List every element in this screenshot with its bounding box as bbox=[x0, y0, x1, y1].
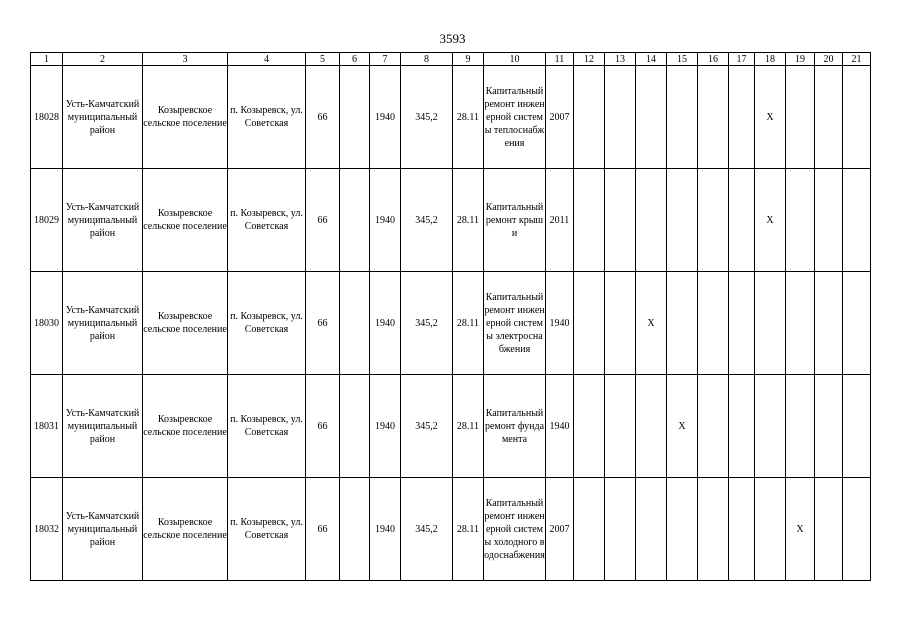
table-cell-col-9: 28.11 bbox=[453, 66, 484, 169]
table-cell-col-18 bbox=[755, 478, 786, 581]
column-number: 6 bbox=[340, 53, 370, 66]
table-cell-col-10: Капитальный ремонт крыши bbox=[484, 169, 546, 272]
table-cell-col-11: 1940 bbox=[546, 272, 574, 375]
table-cell-col-13 bbox=[605, 375, 636, 478]
table-cell-col-21 bbox=[843, 375, 871, 478]
table-cell-col-14: X bbox=[636, 272, 667, 375]
table-row bbox=[31, 66, 871, 169]
table-cell-col-21 bbox=[843, 478, 871, 581]
table-cell-col-20 bbox=[815, 272, 843, 375]
table-cell-col-7: 1940 bbox=[370, 66, 401, 169]
table-cell-col-10: Капитальный ремонт инженерной системы холодного водоснабжения bbox=[484, 478, 546, 581]
table-cell-col-14 bbox=[636, 478, 667, 581]
table-cell-col-21 bbox=[843, 272, 871, 375]
table-cell-col-13 bbox=[605, 66, 636, 169]
table-cell-col-20 bbox=[815, 478, 843, 581]
table-cell-col-4: п. Козыревск, ул. Советская bbox=[228, 478, 306, 581]
column-number: 13 bbox=[605, 53, 636, 66]
column-number: 18 bbox=[755, 53, 786, 66]
table-cell-col-21 bbox=[843, 169, 871, 272]
table-cell-col-9: 28.11 bbox=[453, 169, 484, 272]
table-cell-col-18: X bbox=[755, 169, 786, 272]
column-number: 21 bbox=[843, 53, 871, 66]
column-number: 14 bbox=[636, 53, 667, 66]
table-cell-col-10: Капитальный ремонт инженерной системы электроснабжения bbox=[484, 272, 546, 375]
table-cell-col-6 bbox=[340, 478, 370, 581]
column-number: 10 bbox=[484, 53, 546, 66]
table-cell-col-5: 66 bbox=[306, 478, 340, 581]
table-row bbox=[31, 272, 871, 375]
table-cell-col-7: 1940 bbox=[370, 272, 401, 375]
table-cell-col-19: X bbox=[786, 478, 815, 581]
table-cell-col-10: Капитальный ремонт инженерной системы теплоснабжения bbox=[484, 66, 546, 169]
table-cell-col-4: п. Козыревск, ул. Советская bbox=[228, 272, 306, 375]
column-number: 8 bbox=[401, 53, 453, 66]
column-number: 9 bbox=[453, 53, 484, 66]
table-cell-col-6 bbox=[340, 169, 370, 272]
table-cell-col-15 bbox=[667, 478, 698, 581]
table-cell-col-4: п. Козыревск, ул. Советская bbox=[228, 66, 306, 169]
table-cell-col-20 bbox=[815, 375, 843, 478]
column-number: 15 bbox=[667, 53, 698, 66]
table-cell-col-9: 28.11 bbox=[453, 375, 484, 478]
table-cell-col-2: Усть-Камчатский муниципальный район bbox=[63, 272, 143, 375]
table-cell-col-20 bbox=[815, 66, 843, 169]
table-cell-col-3: Козыревское сельское поселение bbox=[143, 169, 228, 272]
column-number: 11 bbox=[546, 53, 574, 66]
table-cell-col-13 bbox=[605, 272, 636, 375]
table-cell-col-16 bbox=[698, 375, 729, 478]
table-cell-col-1: 18028 bbox=[31, 66, 63, 169]
column-number: 19 bbox=[786, 53, 815, 66]
table-cell-col-13 bbox=[605, 478, 636, 581]
column-number-row bbox=[31, 53, 871, 66]
table-cell-col-18: X bbox=[755, 66, 786, 169]
table-cell-col-10: Капитальный ремонт фундамента bbox=[484, 375, 546, 478]
table-cell-col-15 bbox=[667, 272, 698, 375]
table-cell-col-3: Козыревское сельское поселение bbox=[143, 478, 228, 581]
table-cell-col-18 bbox=[755, 272, 786, 375]
table-cell-col-19 bbox=[786, 375, 815, 478]
table-cell-col-7: 1940 bbox=[370, 478, 401, 581]
table-cell-col-17 bbox=[729, 272, 755, 375]
table-cell-col-20 bbox=[815, 169, 843, 272]
table-cell-col-16 bbox=[698, 169, 729, 272]
table-cell-col-12 bbox=[574, 169, 605, 272]
table-cell-col-15 bbox=[667, 169, 698, 272]
table-cell-col-16 bbox=[698, 272, 729, 375]
table-cell-col-15 bbox=[667, 66, 698, 169]
table-cell-col-2: Усть-Камчатский муниципальный район bbox=[63, 478, 143, 581]
column-number: 16 bbox=[698, 53, 729, 66]
table-cell-col-1: 18031 bbox=[31, 375, 63, 478]
table-cell-col-21 bbox=[843, 66, 871, 169]
table-cell-col-4: п. Козыревск, ул. Советская bbox=[228, 375, 306, 478]
table-cell-col-3: Козыревское сельское поселение bbox=[143, 272, 228, 375]
table-cell-col-11: 1940 bbox=[546, 375, 574, 478]
table-cell-col-13 bbox=[605, 169, 636, 272]
table-cell-col-16 bbox=[698, 66, 729, 169]
table-row bbox=[31, 478, 871, 581]
table-cell-col-17 bbox=[729, 375, 755, 478]
table-cell-col-1: 18032 bbox=[31, 478, 63, 581]
table-cell-col-12 bbox=[574, 375, 605, 478]
register-table bbox=[30, 52, 871, 581]
column-number: 1 bbox=[31, 53, 63, 66]
table-cell-col-12 bbox=[574, 272, 605, 375]
table-cell-col-17 bbox=[729, 169, 755, 272]
table-cell-col-19 bbox=[786, 66, 815, 169]
table-cell-col-6 bbox=[340, 66, 370, 169]
column-number: 4 bbox=[228, 53, 306, 66]
table-cell-col-2: Усть-Камчатский муниципальный район bbox=[63, 375, 143, 478]
table-cell-col-17 bbox=[729, 478, 755, 581]
table-cell-col-11: 2007 bbox=[546, 478, 574, 581]
table-cell-col-3: Козыревское сельское поселение bbox=[143, 375, 228, 478]
table-cell-col-14 bbox=[636, 66, 667, 169]
table-cell-col-12 bbox=[574, 66, 605, 169]
table-cell-col-1: 18030 bbox=[31, 272, 63, 375]
table-cell-col-6 bbox=[340, 272, 370, 375]
table-row bbox=[31, 375, 871, 478]
table-cell-col-12 bbox=[574, 478, 605, 581]
table-cell-col-9: 28.11 bbox=[453, 272, 484, 375]
column-number: 5 bbox=[306, 53, 340, 66]
table-cell-col-11: 2007 bbox=[546, 66, 574, 169]
table-cell-col-14 bbox=[636, 375, 667, 478]
table-cell-col-19 bbox=[786, 169, 815, 272]
column-number: 3 bbox=[143, 53, 228, 66]
column-number: 2 bbox=[63, 53, 143, 66]
column-number: 7 bbox=[370, 53, 401, 66]
table-cell-col-2: Усть-Камчатский муниципальный район bbox=[63, 169, 143, 272]
table-cell-col-3: Козыревское сельское поселение bbox=[143, 66, 228, 169]
table-cell-col-8: 345,2 bbox=[401, 272, 453, 375]
table-cell-col-9: 28.11 bbox=[453, 478, 484, 581]
table-cell-col-7: 1940 bbox=[370, 169, 401, 272]
table-cell-col-16 bbox=[698, 478, 729, 581]
table-cell-col-5: 66 bbox=[306, 66, 340, 169]
page-number: 3593 bbox=[439, 31, 466, 46]
table-cell-col-8: 345,2 bbox=[401, 66, 453, 169]
table-cell-col-15: X bbox=[667, 375, 698, 478]
table-cell-col-5: 66 bbox=[306, 272, 340, 375]
table-cell-col-2: Усть-Камчатский муниципальный район bbox=[63, 66, 143, 169]
table-cell-col-1: 18029 bbox=[31, 169, 63, 272]
table-cell-col-18 bbox=[755, 375, 786, 478]
column-number: 12 bbox=[574, 53, 605, 66]
table-cell-col-8: 345,2 bbox=[401, 478, 453, 581]
table-cell-col-5: 66 bbox=[306, 169, 340, 272]
table-cell-col-5: 66 bbox=[306, 375, 340, 478]
table-cell-col-17 bbox=[729, 66, 755, 169]
table-cell-col-6 bbox=[340, 375, 370, 478]
table-cell-col-7: 1940 bbox=[370, 375, 401, 478]
table-cell-col-19 bbox=[786, 272, 815, 375]
table-cell-col-8: 345,2 bbox=[401, 169, 453, 272]
table-cell-col-11: 2011 bbox=[546, 169, 574, 272]
table-row bbox=[31, 169, 871, 272]
column-number: 20 bbox=[815, 53, 843, 66]
column-number: 17 bbox=[729, 53, 755, 66]
table-cell-col-4: п. Козыревск, ул. Советская bbox=[228, 169, 306, 272]
table-cell-col-8: 345,2 bbox=[401, 375, 453, 478]
table-cell-col-14 bbox=[636, 169, 667, 272]
